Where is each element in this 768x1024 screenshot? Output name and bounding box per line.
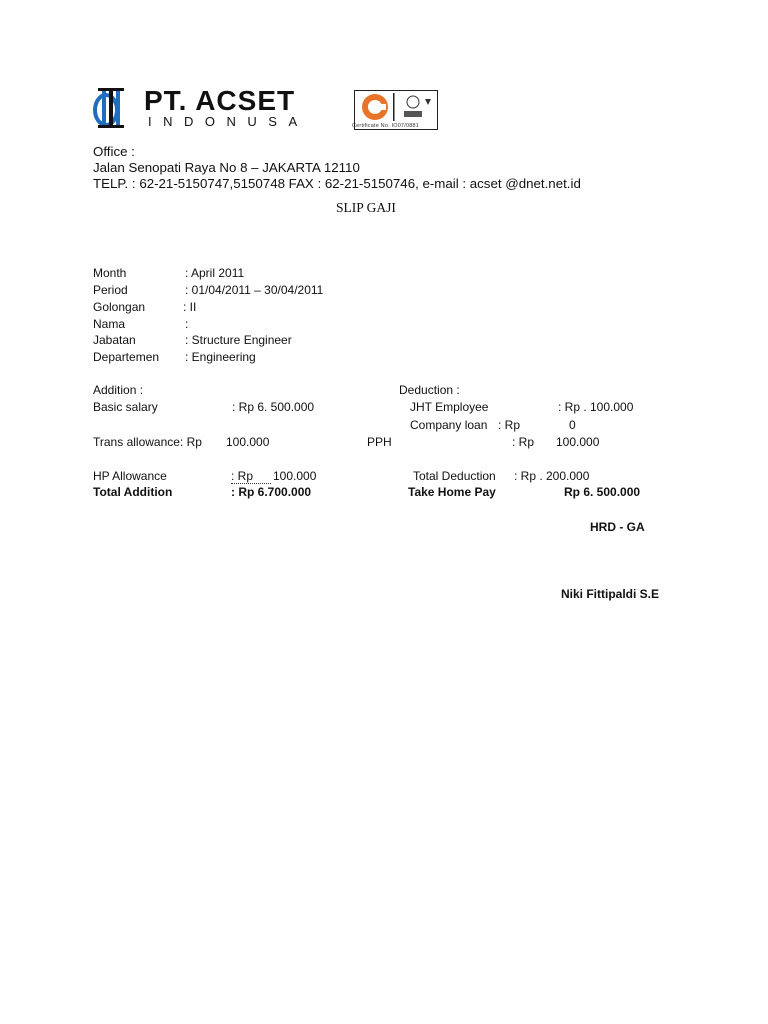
- jht-employee-label: JHT Employee: [410, 400, 489, 414]
- golongan-value: : II: [183, 300, 197, 314]
- quality-certification-icon: [355, 91, 437, 123]
- hp-allowance-value: 100.000: [273, 469, 317, 483]
- acset-logo-icon: [88, 86, 138, 132]
- total-addition-value: : Rp 6.700.000: [231, 485, 312, 499]
- month-value: : April 2011: [185, 266, 245, 280]
- pph-rp: : Rp: [512, 435, 535, 449]
- total-deduction-value: : Rp . 200.000: [514, 469, 590, 483]
- addition-header: Addition :: [93, 383, 144, 397]
- total-addition-label: Total Addition: [93, 485, 173, 499]
- page-title: SLIP GAJI: [336, 200, 396, 215]
- nama-label: Nama: [93, 317, 126, 331]
- total-deduction-label: Total Deduction: [413, 469, 496, 483]
- month-label: Month: [93, 266, 127, 280]
- take-home-pay-label: Take Home Pay: [408, 485, 496, 499]
- office-label: Office :: [93, 144, 135, 159]
- departemen-label: Departemen: [93, 350, 160, 364]
- signature-dept: HRD - GA: [590, 520, 645, 534]
- signature-name: Niki Fittipaldi S.E: [561, 587, 660, 601]
- jabatan-label: Jabatan: [93, 333, 136, 347]
- company-loan-rp: : Rp: [498, 418, 521, 432]
- company-subname: INDONUSA: [148, 114, 309, 129]
- period-label: Period: [93, 283, 128, 297]
- jht-employee-value: : Rp . 100.000: [558, 400, 634, 414]
- pph-label: PPH: [367, 435, 392, 449]
- period-value: : 01/04/2011 – 30/04/2011: [185, 283, 324, 297]
- golongan-label: Golongan: [93, 300, 146, 314]
- take-home-pay-value: Rp 6. 500.000: [564, 485, 641, 499]
- company-loan-value: 0: [569, 418, 576, 432]
- pph-value: 100.000: [556, 435, 600, 449]
- jabatan-value: : Structure Engineer: [185, 333, 292, 347]
- certificate-number: Certificate No. IO07/0881: [352, 123, 420, 129]
- office-address: Jalan Senopati Raya No 8 – JAKARTA 12110: [93, 160, 360, 175]
- hp-allowance-label: HP Allowance: [93, 469, 167, 483]
- company-logo: [88, 86, 440, 132]
- office-contact: TELP. : 62-21-5150747,5150748 FAX : 62-21-5150746, e-mail : acset @dnet.net.id: [93, 176, 581, 191]
- departemen-value: : Engineering: [185, 350, 256, 364]
- company-loan-label: Company loan: [410, 418, 488, 432]
- basic-salary-value: : Rp 6. 500.000: [232, 400, 315, 414]
- company-name: PT. ACSET: [144, 85, 296, 116]
- trans-allowance-value: 100.000: [226, 435, 270, 449]
- nama-value: :: [185, 317, 189, 331]
- trans-allowance-label: Trans allowance: Rp: [93, 435, 202, 449]
- deduction-header: Deduction :: [399, 383, 460, 397]
- basic-salary-label: Basic salary: [93, 400, 158, 414]
- hp-allowance-rp: : Rp: [231, 469, 271, 484]
